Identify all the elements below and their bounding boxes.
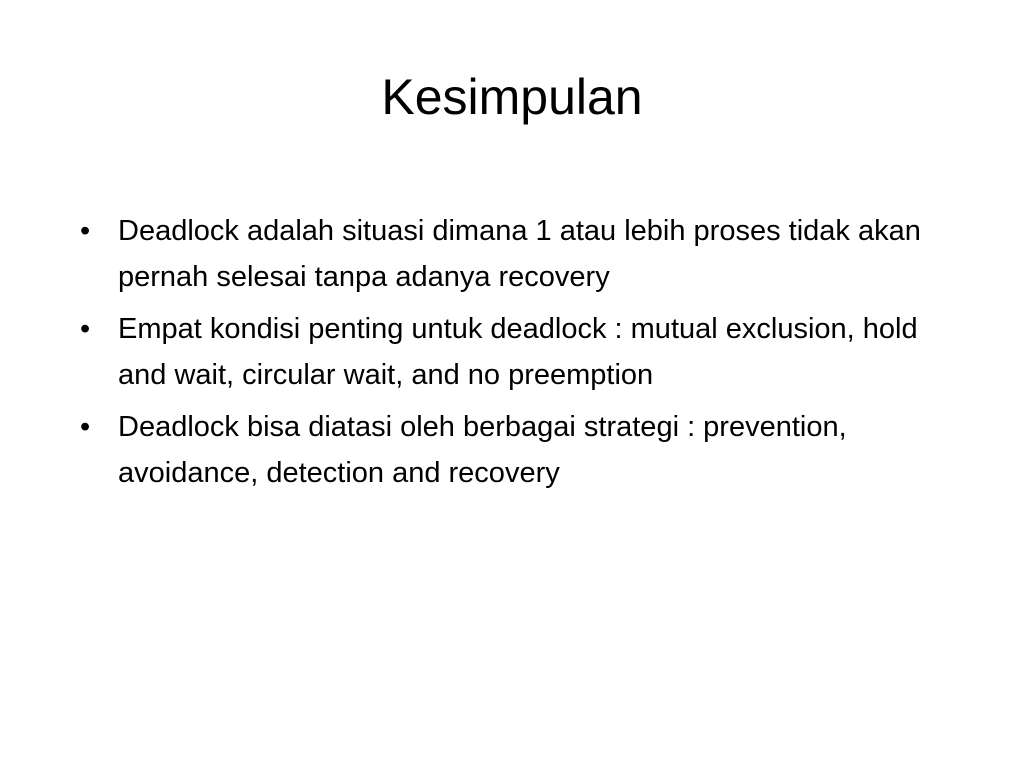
bullet-item [76,404,936,496]
bullet-list [76,208,936,502]
bullet-point-icon: • [80,215,91,247]
bullet-text: Deadlock bisa diatasi oleh berbagai strategi : prevention, avoidance, detection and recovery [118,411,847,489]
bullet-point-icon: • [80,411,91,443]
bullet-text: Empat kondisi penting untuk deadlock : mutual exclusion, hold and wait, circular wait, and no preemption [118,313,918,391]
bullet-item [76,208,936,300]
bullet-point-icon: • [80,313,91,345]
bullet-item [76,306,936,398]
bullet-text: Deadlock adalah situasi dimana 1 atau lebih proses tidak akan pernah selesai tanpa adanya recovery [118,215,921,293]
slide-title: Kesimpulan [381,69,643,125]
